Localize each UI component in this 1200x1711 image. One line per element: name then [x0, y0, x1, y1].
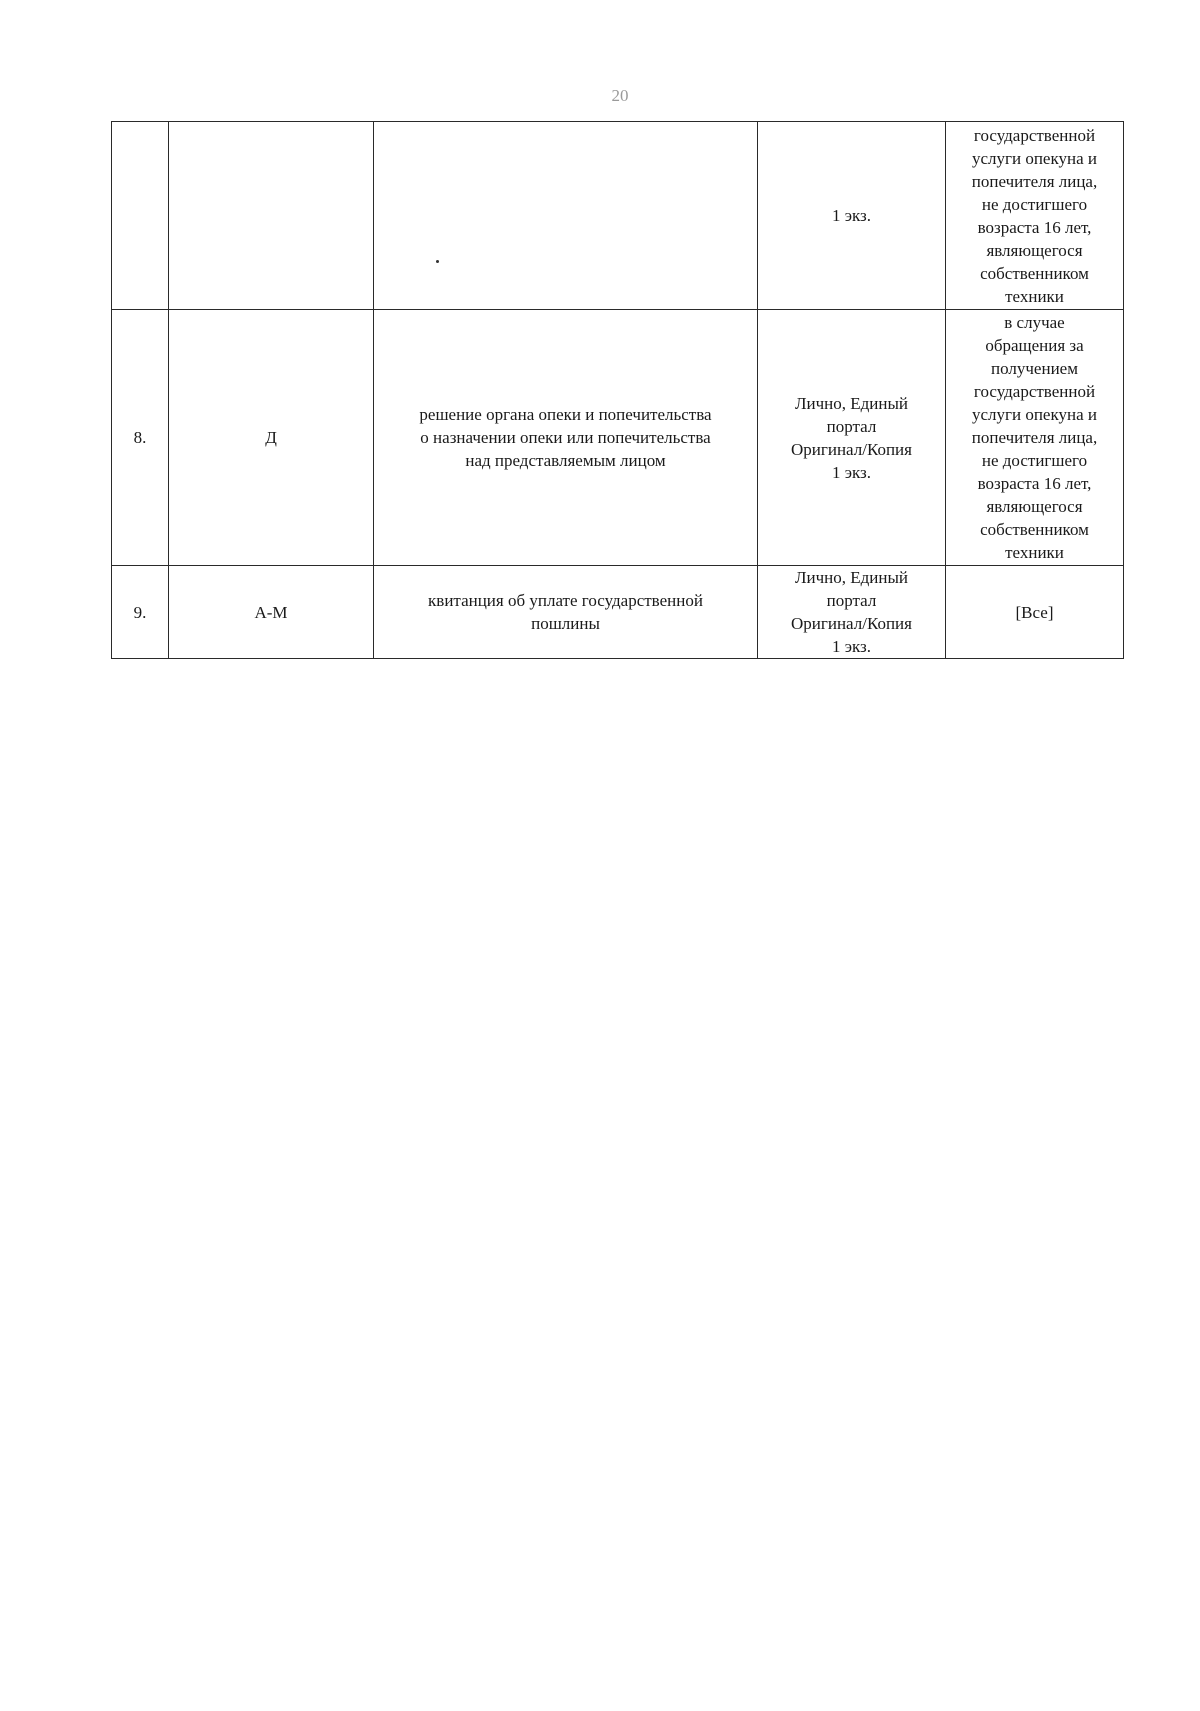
page-number: 20 — [611, 86, 629, 105]
category-cell: А-М — [169, 566, 374, 659]
documents-table — [111, 121, 1124, 659]
category-cell: Д — [169, 310, 374, 566]
category-cell — [169, 122, 374, 310]
submission-cell: Лично, Единый портал Оригинал/Копия 1 экз. — [758, 566, 946, 659]
document-cell: решение органа опеки и попечительства о назначении опеки или попечительства над представляемым лицом — [374, 310, 758, 566]
table-row — [112, 566, 1124, 659]
document-cell: квитанция об уплате государственной пошлины — [374, 566, 758, 659]
condition-cell: государственной услуги опекуна и попечителя лица, не достигшего возраста 16 лет, являющегося собственником техники — [946, 122, 1124, 310]
stray-dot — [436, 260, 439, 263]
submission-cell: 1 экз. — [758, 122, 946, 310]
submission-cell: Лично, Единый портал Оригинал/Копия 1 экз. — [758, 310, 946, 566]
row-number-cell: 9. — [112, 566, 169, 659]
condition-cell: [Все] — [946, 566, 1124, 659]
table-row — [112, 310, 1124, 566]
table-row — [112, 122, 1124, 310]
document-cell — [374, 122, 758, 310]
row-number-cell: 8. — [112, 310, 169, 566]
row-number-cell — [112, 122, 169, 310]
condition-cell: в случае обращения за получением государственной услуги опекуна и попечителя лица, не достигшего возраста 16 лет, являющегося собственником техники — [946, 310, 1124, 566]
